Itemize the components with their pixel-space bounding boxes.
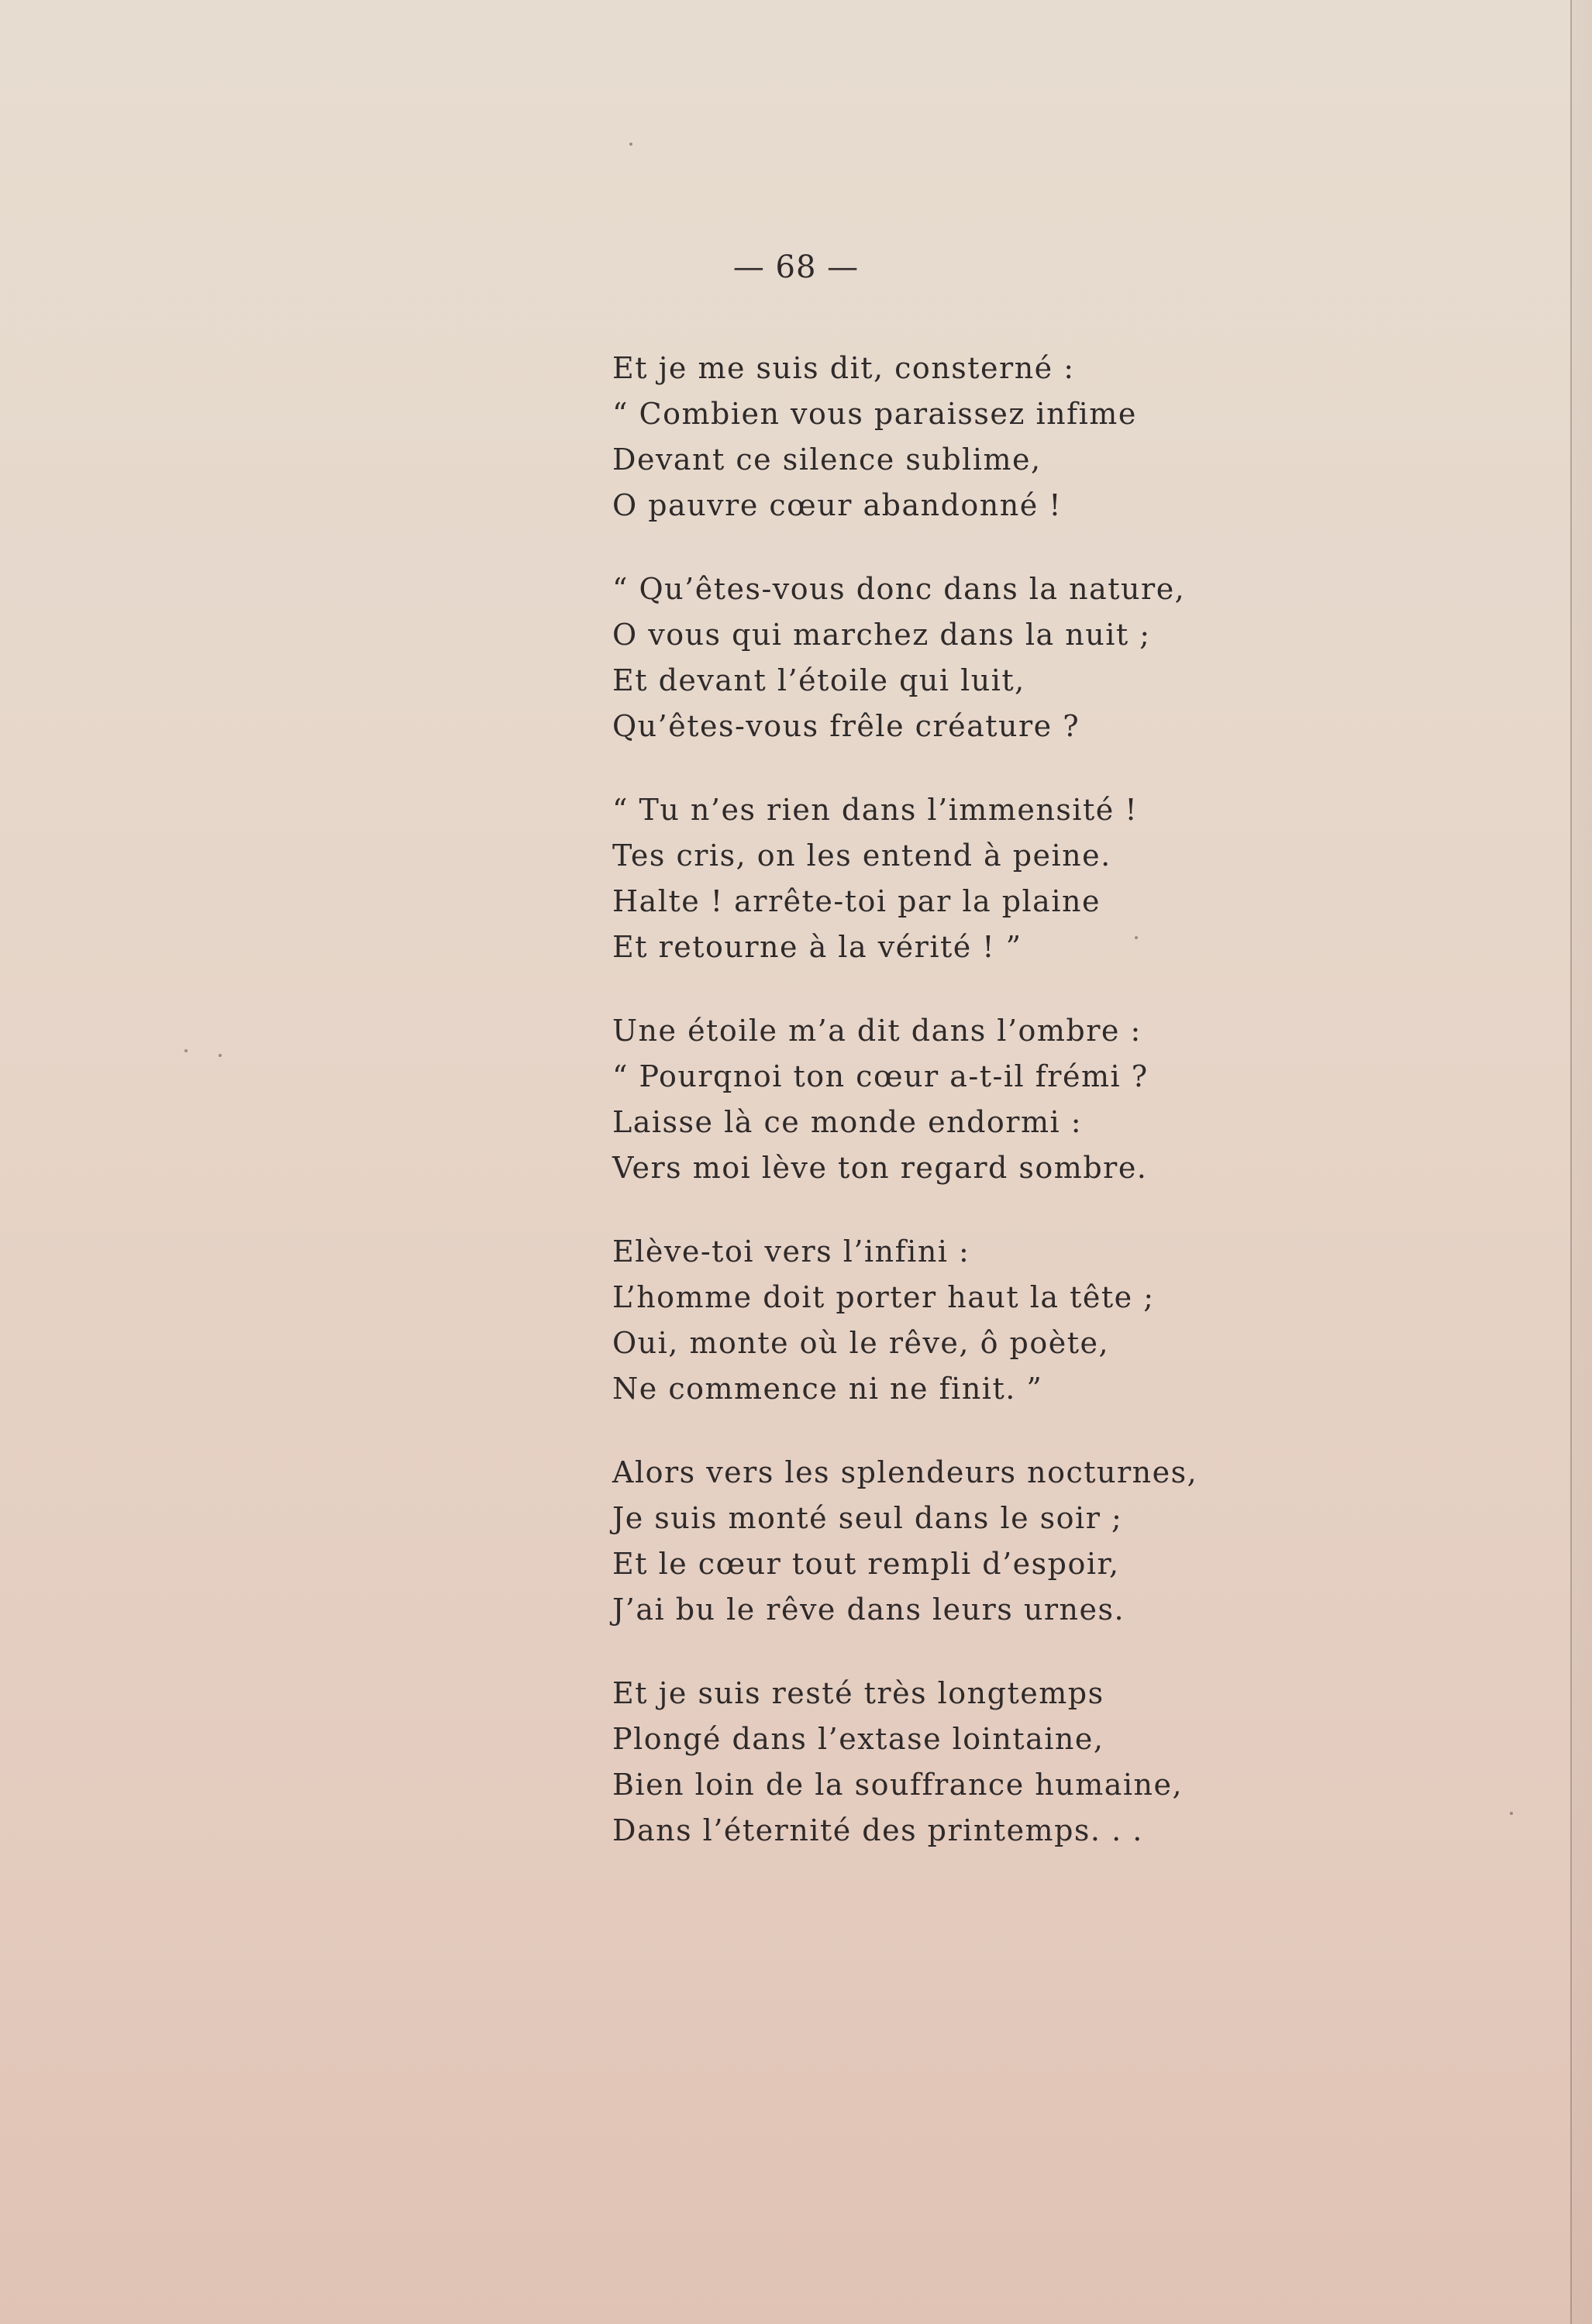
verse-line: Je suis monté seul dans le soir ; [612, 1501, 1123, 1535]
stanza [612, 346, 1201, 528]
verse-line: Halte ! arrête-toi par la plaine [612, 884, 1101, 918]
stanza [612, 1008, 1201, 1191]
stanza [612, 566, 1201, 749]
verse-line: Et le cœur tout rempli d’espoir, [612, 1547, 1120, 1581]
verse-line: “ Pourqnoi ton cœur a-t-il frémi ? [612, 1059, 1149, 1093]
stanza [612, 787, 1201, 970]
verse-line: Ne commence ni ne finit. ” [612, 1372, 1043, 1406]
verse-line: O pauvre cœur abandonné ! [612, 488, 1063, 522]
verse-line: Et je suis resté très longtemps [612, 1676, 1104, 1710]
verse-line: Laisse là ce monde endormi : [612, 1105, 1083, 1139]
verse-line: Alors vers les splendeurs nocturnes, [612, 1455, 1198, 1489]
poem [612, 346, 1201, 1892]
verse-line: Tes cris, on les entend à peine. [612, 838, 1111, 873]
stanza [612, 1229, 1201, 1412]
verse-line: Dans l’éternité des printemps. . . [612, 1813, 1143, 1847]
verse-line: Et retourne à la vérité ! ” [612, 930, 1022, 964]
verse-line: O vous qui marchez dans la nuit ; [612, 618, 1151, 652]
page-edge-shadow [1572, 0, 1592, 2324]
page-edge-line [1570, 0, 1572, 2324]
verse-line: “ Combien vous paraissez infime [612, 397, 1137, 431]
paper-speck [629, 143, 632, 146]
stanza [612, 1450, 1201, 1633]
paper-speck [219, 1054, 222, 1057]
verse-line: Elève-toi vers l’infini : [612, 1234, 970, 1269]
verse-line: J’ai bu le rêve dans leurs urnes. [612, 1592, 1125, 1627]
verse-line: “ Tu n’es rien dans l’immensité ! [612, 793, 1139, 827]
page-number: — 68 — [732, 250, 860, 285]
verse-line: Une étoile m’a dit dans l’ombre : [612, 1014, 1142, 1048]
verse-line: Plongé dans l’extase lointaine, [612, 1722, 1104, 1756]
verse-line: Et devant l’étoile qui luit, [612, 663, 1025, 697]
paper-speck [184, 1049, 188, 1052]
verse-line: Et je me suis dit, consterné : [612, 351, 1075, 385]
paper-speck [1510, 1812, 1513, 1815]
verse-line: Vers moi lève ton regard sombre. [612, 1151, 1148, 1185]
verse-line: L’homme doit porter haut la tête ; [612, 1280, 1155, 1314]
verse-line: Qu’êtes-vous frêle créature ? [612, 709, 1080, 743]
verse-line: Bien loin de la souffrance humaine, [612, 1768, 1184, 1802]
verse-line: Oui, monte où le rêve, ô poète, [612, 1326, 1110, 1360]
verse-line: Devant ce silence sublime, [612, 442, 1042, 477]
stanza [612, 1671, 1201, 1854]
verse-line: “ Qu’êtes-vous donc dans la nature, [612, 572, 1186, 606]
